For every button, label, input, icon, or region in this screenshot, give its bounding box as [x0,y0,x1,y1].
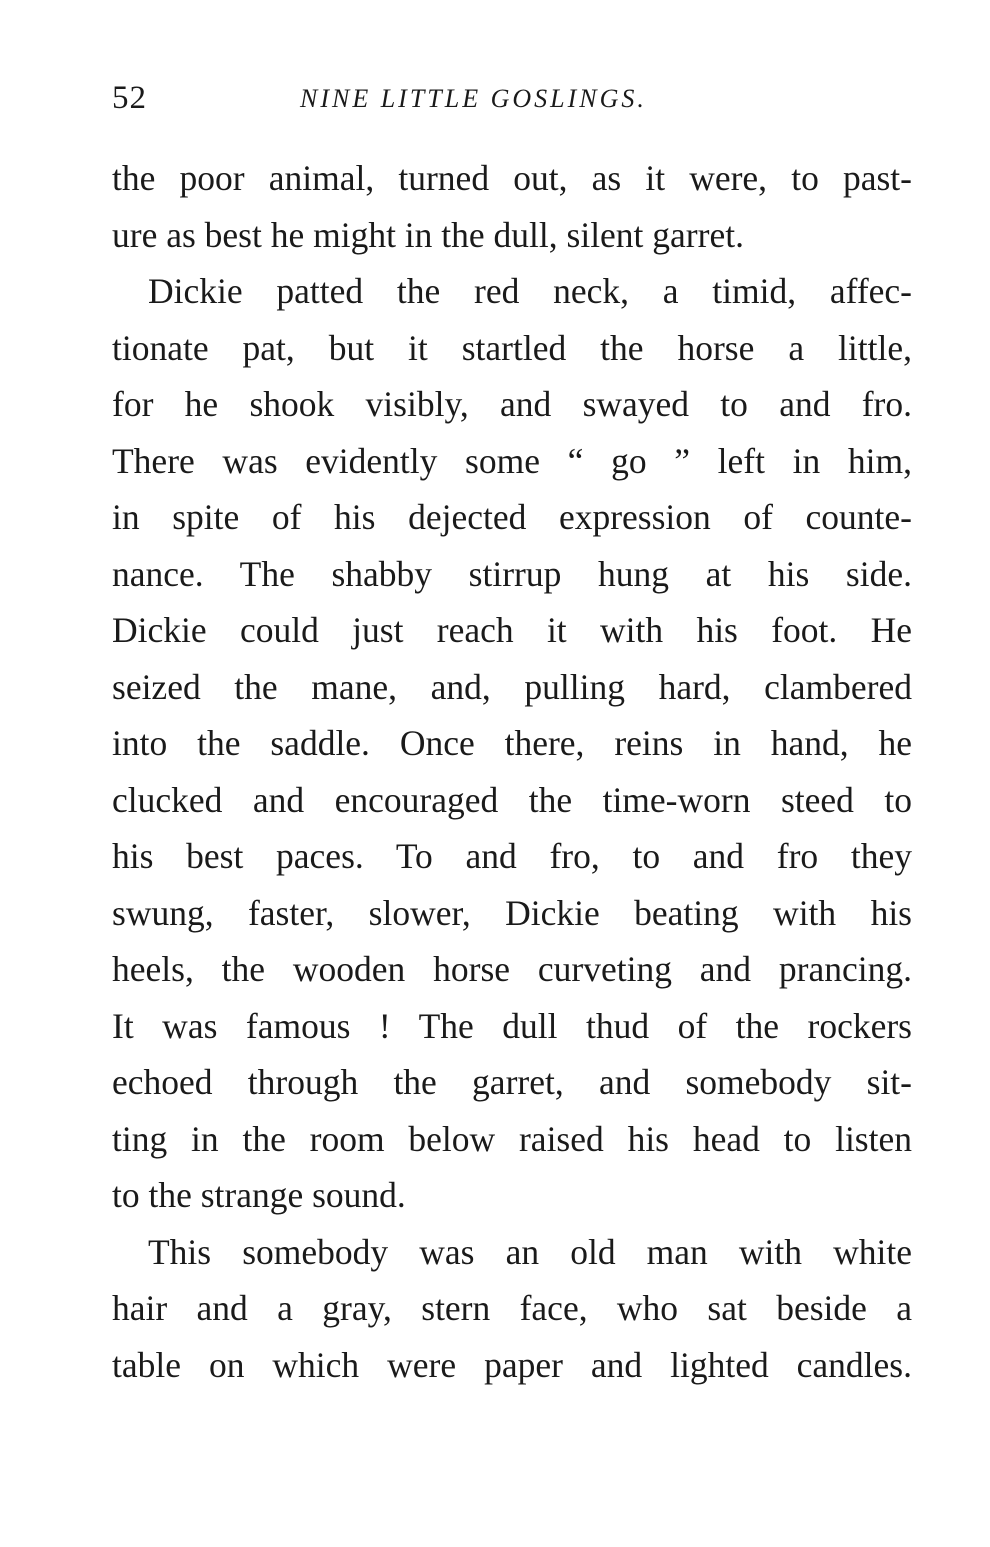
paragraph [112,1224,912,1394]
text-line: for he shook visibly, and swayed to and fro. [112,384,912,424]
paragraph [112,150,912,263]
text-line: There was evidently some “ go ” left in him, [112,440,912,481]
text-line: nance. The shabby stirrup hung at his side. [112,553,912,594]
text-line: ting in the room below raised his head to listen [112,1118,912,1159]
text-line: table on which were paper and lighted candles. [112,1344,912,1385]
text-line: Dickie patted the red neck, a timid, affec- [148,271,912,311]
page-header [112,60,912,150]
text-line: the poor animal, turned out, as it were, to past- [112,158,912,198]
text-line: seized the mane, and, pulling hard, clambered [112,666,912,707]
running-head: NINE LITTLE GOSLINGS. [300,84,647,113]
book-page [112,60,912,1393]
text-line: to the strange sound. [112,1175,406,1215]
text-line: clucked and encouraged the time-worn steed to [112,779,912,820]
text-line: ure as best he might in the dull, silent garret. [112,214,744,255]
text-line: into the saddle. Once there, reins in hand, he [112,723,912,763]
text-line: in spite of his dejected expression of counte- [112,497,912,537]
page-number: 52 [112,80,147,116]
text-line: hair and a gray, stern face, who sat beside a [112,1288,912,1328]
text-line: heels, the wooden horse curveting and prancing. [112,949,912,989]
paragraph [112,263,912,1224]
text-line: tionate pat, but it startled the horse a little, [112,327,912,368]
text-line: It was famous ! The dull thud of the rockers [112,1005,912,1046]
text-line: This somebody was an old man with white [148,1231,912,1272]
text-line: his best paces. To and fro, to and fro they [112,836,912,876]
text-line: Dickie could just reach it with his foot. He [112,610,912,650]
text-line: echoed through the garret, and somebody sit- [112,1062,912,1102]
body-text [112,150,912,1393]
text-line: swung, faster, slower, Dickie beating with his [112,892,912,933]
